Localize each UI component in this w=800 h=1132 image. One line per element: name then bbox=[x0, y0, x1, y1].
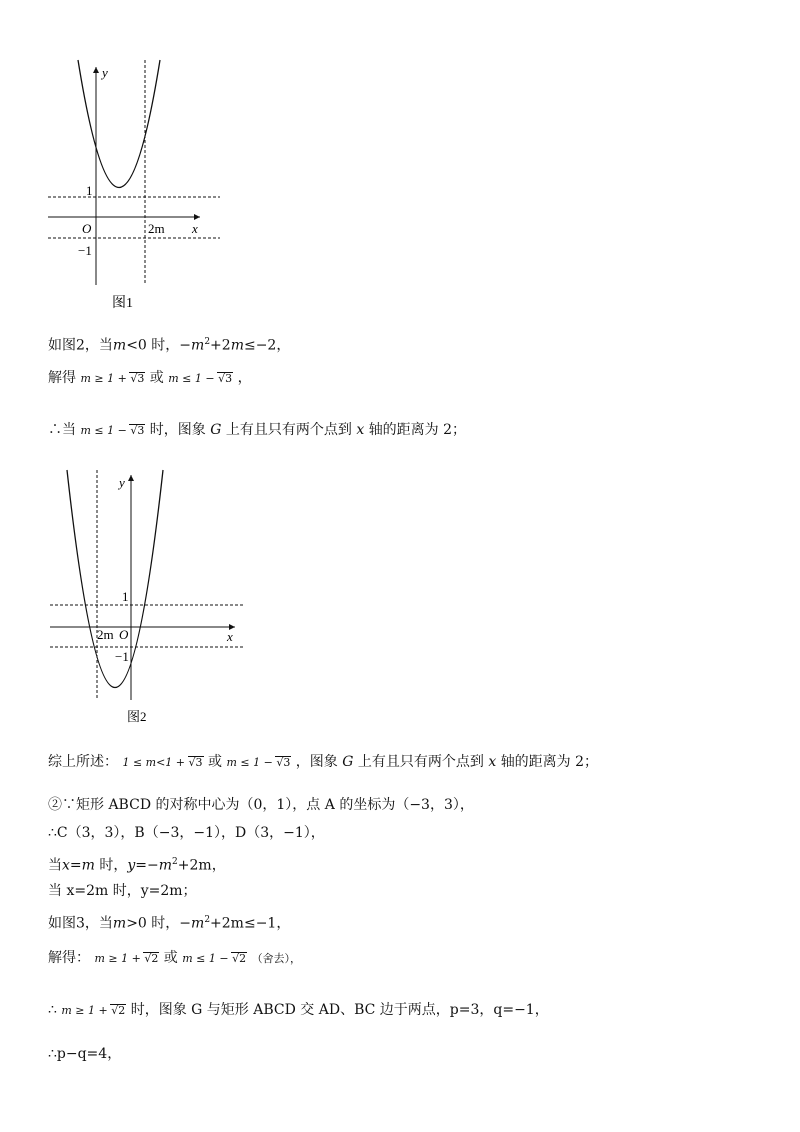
text-line: 如图2，当m<0 时，$-m^2+2m\le-2$， bbox=[48, 337, 291, 354]
tick-label-neg1: −1 bbox=[78, 243, 92, 258]
parabola-curve bbox=[78, 60, 160, 188]
sqrt-symbol: √3 bbox=[218, 372, 233, 385]
tick-label-2m: 2m bbox=[148, 221, 165, 236]
origin-label: O bbox=[119, 627, 129, 642]
y-axis-label: y bbox=[119, 475, 125, 490]
sqrt-symbol: √3 bbox=[130, 424, 145, 437]
figure-1 bbox=[40, 55, 240, 315]
tick-label-neg1: −1 bbox=[115, 649, 129, 664]
text-line: 解得 m ≥ 1 + √3 或 m ≤ 1 − √3 ， bbox=[48, 370, 252, 386]
text-line: 综上所述： 1 ≤ m<1 + √3 或 m ≤ 1 − √3 ，图象 G 上有且只有两个点到 x 轴的距离为 2； bbox=[48, 754, 599, 770]
origin-label: O bbox=[82, 221, 92, 236]
sqrt-symbol: √2 bbox=[111, 1004, 126, 1017]
tick-label-1: 1 bbox=[86, 183, 93, 198]
x-axis-label: x bbox=[227, 629, 233, 644]
x-axis-label: x bbox=[192, 221, 198, 236]
figure-caption: 图2 bbox=[127, 709, 147, 724]
text-line: 当x=m 时，$y=-m^2+2m$， bbox=[48, 857, 226, 874]
sqrt-symbol: √2 bbox=[144, 952, 159, 965]
tick-label-2m: 2m bbox=[97, 627, 114, 642]
text-line: ②∵矩形 ABCD 的对称中心为（0，1），点 A 的坐标为（−3，3）， bbox=[48, 797, 474, 813]
figure-caption: 图1 bbox=[112, 296, 133, 311]
text-line: ∴C（3，3），B（−3，−1），D（3，−1）， bbox=[48, 825, 325, 841]
text-line: ∴p−q=4， bbox=[48, 1046, 122, 1062]
text-line: 当 x=2m 时，y=2m； bbox=[48, 883, 197, 899]
text-line: 解得： m ≥ 1 + √2 或 m ≤ 1 − √2 （舍去）， bbox=[48, 950, 302, 966]
sqrt-symbol: √2 bbox=[232, 952, 247, 965]
text-line: 如图3，当m>0 时，$-m^2+2m\le-1$， bbox=[48, 915, 291, 932]
sqrt-symbol: √3 bbox=[276, 756, 291, 769]
sqrt-symbol: √3 bbox=[188, 756, 203, 769]
figure-2 bbox=[45, 465, 255, 730]
text-line: ∴当 m ≤ 1 − √3 时，图象 G 上有且只有两个点到 x 轴的距离为 2； bbox=[48, 422, 467, 438]
text-line: ∴ m ≥ 1 + √2 时，图象 G 与矩形 ABCD 交 AD、BC 边于两点，p=3，q=−1， bbox=[48, 1002, 549, 1018]
sqrt-symbol: √3 bbox=[130, 372, 145, 385]
tick-label-1: 1 bbox=[122, 589, 129, 604]
y-axis-label: y bbox=[102, 65, 108, 80]
